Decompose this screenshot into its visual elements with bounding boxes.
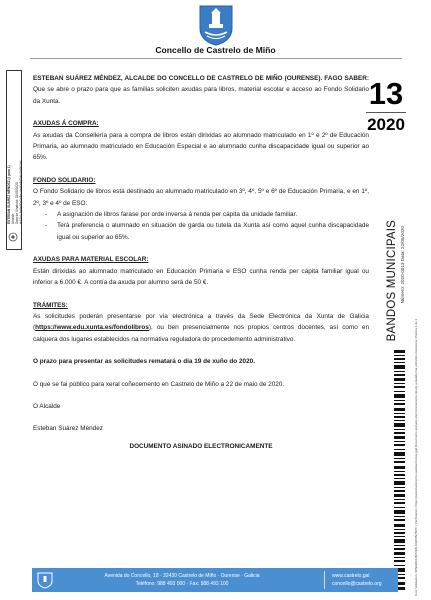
section-heading: TRÁMITES: [33,301,68,309]
intro-text: Que se abre o prazo para que as familias soliciten axudas para libros, material escolar e acceso ao Fondo Solidario da Xunta. [33,86,369,105]
deadline-text: O prazo para presentar as solicitudes rematará o día 19 de xuño do 2020. [33,358,255,366]
document-body [33,73,369,452]
reference-year: 2020 [367,115,405,134]
intro-paragraph [33,73,369,107]
footer-phones: Teléfono: 988 493 000 · Fax: 988 493 100 [135,581,229,587]
footer-address: Avenida do Concello, 18 · 32430 Castrelo de Miño · Ourense · Galicia [104,573,260,579]
tramites-text-a: As solicitudes poderán presentarse por vía electrónica a través da Sede Electrónica da Xunta de Galicia ( [33,312,369,332]
header-divider [30,58,402,59]
organization-title: Concello de Castrelo de Miño [155,45,276,55]
signoff-name: Esteban Suárez Méndez [33,425,103,433]
side-verification-text: Cód. Validación: 3PN9RN4J3PR93LX3JX3N7MYF | Verificación: https://castrelodeminho.sedelectronica.gal/ Documento asinado electrónicamente desde a plataforma esPublico Gestiona | Páxina 1 de 1 [414,318,418,596]
footer-bar [32,568,398,592]
fondo-list [33,209,369,243]
signed-note [33,441,369,452]
list-item: - Terá preferencia o alumnado en situación de garda ou tutela da Xunta así como aquel cunha discapacidade igual ou superior ao 65%. [47,220,369,243]
side-number-date: Número: 2020-0013 Data: 22/05/2020 [400,226,405,304]
section-heading: AXUDAS PARA MATERIAL ESCOLAR: [33,256,149,264]
footer-divider [324,571,325,589]
side-category-title: BANDOS MUNICIPAIS [386,220,398,342]
section-text: As axudas da Consellería para a compra de libros están dirixidas ao alumnado matriculado en 1º e 2º de Educación Primaria, ao alumnado matriculado en Educación Especial e ao alumnado cunha discapacidade igual ou superior ao 65%. [33,131,369,162]
footer-email[interactable]: concello@castrelo.org [332,581,382,587]
reference-divider [366,112,406,113]
signature-line: Data de Sinatura: 22/05/2020 [15,182,19,224]
footer-website[interactable]: www.castrelo.gal [332,573,370,579]
signature-line: Alcalde [11,213,15,224]
closing-paragraph: O que se fai público para xeral coñecemento en Castrelo de Miño a 22 de maio de 2020. [33,380,285,388]
fondolibros-link[interactable]: https://www.edu.xunta.es/fondolibros [35,324,149,332]
signature-line: HASH: 8a8a30a0a8acdad6a8d5ddc0d9b1bd [19,160,23,224]
barcode-icon [394,350,405,590]
reference-number: 13 [368,76,404,111]
section-heading: FONDO SOLIDARIO: [33,176,96,184]
signature-line: ESTEBAN SUÁREZ MÉNDEZ (1 para 1) [7,165,11,224]
deadline-notice [33,356,369,367]
section-text [33,311,369,345]
coat-of-arms-icon [197,4,235,46]
signed-note-text: DOCUMENTO ASINADO ELECTRONICAMENTE [129,442,273,450]
document-reference [366,78,406,134]
signature-stamp-text [7,74,23,224]
section-text: Están dirixidas ao alumnado matriculado en Educación Primaria e ESO cunha renda per cápita familiar igual ou inferior a 6.000 €. A contía da axuda por alumno será de 50 €. [33,267,369,287]
tramites-text-b: ), ou ben presencialmente nos propios centros docentes, así como en calquera dos lugares establecidos na normativa reguladora do procedemento administrativo. [33,324,369,343]
seal-icon [8,232,18,242]
intro-bold: ESTEBAN SUÁREZ MÉNDEZ, ALCALDE DO CONCELLO DE CASTRELO DE MIÑO (OURENSE). FAGO SABER: [33,75,369,82]
list-item: - A asignación de libros farase por orde inversa á renda per cápita da unidade familiar. [47,209,369,220]
section-text: O Fondo Solidario de libros está destinado ao alumnado matriculado en 3º, 4º, 5º e 6º de Educación Primaria, e en 1º, 2º, 3º e 4º de ESO: [33,188,369,207]
section-heading: AXUDAS Á COMPRA: [33,120,99,128]
signoff-title: O Alcalde [33,402,61,410]
